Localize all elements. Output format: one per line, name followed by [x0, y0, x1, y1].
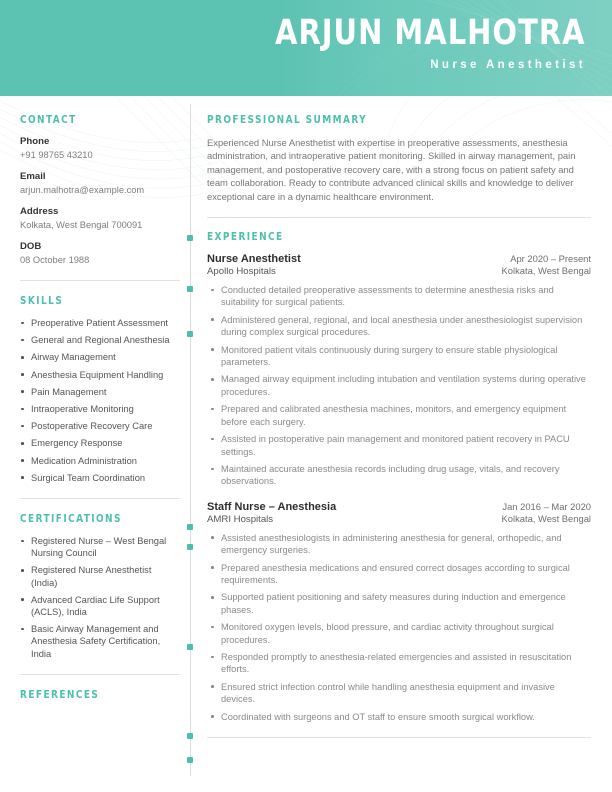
job-company: AMRI Hospitals: [207, 513, 274, 525]
job-bullet-list: [207, 284, 591, 488]
contact-field: [20, 206, 180, 231]
list-item: Pain Management: [20, 386, 180, 398]
section-heading-skills: SKILLS: [20, 295, 64, 307]
experience-title-row: [207, 253, 591, 265]
divider-marker: [187, 733, 193, 739]
contact-label-dob: DOB: [20, 241, 42, 252]
section-heading-references: REFERENCES: [20, 688, 100, 701]
list-item: Coordinated with surgeons and OT staff to ensure smooth surgical workflow.: [207, 711, 591, 723]
main-divider: [207, 737, 591, 738]
divider-marker: [187, 524, 193, 530]
list-item: Maintained accurate anesthesia records including drug usage, vitals, and recovery observations.: [207, 463, 591, 488]
list-item: Assisted in postoperative pain management and monitored patient recovery in PACU settings.: [207, 433, 591, 458]
divider-marker: [187, 286, 193, 292]
list-item: Prepared anesthesia medications and ensured correct dosages according to surgical requirements.: [207, 562, 591, 587]
contact-field: [20, 136, 180, 161]
header-text-block: [248, 14, 586, 71]
job-title: Staff Nurse – Anesthesia: [207, 500, 337, 513]
list-item: Monitored patient vitals continuously during surgery to ensure stable physiological parameters.: [207, 344, 591, 369]
list-item: Prepared and calibrated anesthesia machines, monitors, and emergency equipment before each surgery.: [207, 403, 591, 428]
list-item: General and Regional Anesthesia: [20, 334, 180, 346]
job-company: Apollo Hospitals: [207, 266, 276, 278]
list-item: Medication Administration: [20, 455, 180, 467]
list-item: Managed airway equipment including intubation and ventilation systems during operative procedures.: [207, 373, 591, 398]
list-item: Responded promptly to anesthesia-related emergencies and assisted in resuscitation efforts.: [207, 651, 591, 676]
list-item: Postoperative Recovery Care: [20, 420, 180, 432]
contact-field: [20, 171, 180, 196]
section-heading-contact: CONTACT: [20, 114, 77, 126]
list-item: Intraoperative Monitoring: [20, 403, 180, 415]
list-item: Registered Nurse – West Bengal Nursing Council: [20, 535, 180, 559]
list-item: Ensured strict infection control while handling anesthesia equipment and invasive devices.: [207, 681, 591, 706]
list-item: Administered general, regional, and local anesthesia under anesthesiologist supervision during complex surgical procedures.: [207, 314, 591, 339]
contact-value-dob: 08 October 1988: [20, 255, 90, 265]
contact-label-address: Address: [20, 206, 59, 217]
contact-value-address: Kolkata, West Bengal 700091: [20, 220, 143, 230]
experience-title-row: [207, 501, 591, 513]
main-column: [207, 114, 591, 751]
divider-marker: [187, 757, 193, 763]
experience-company-row: [207, 513, 591, 525]
contact-field: [20, 241, 180, 266]
sidebar-divider: [20, 674, 180, 675]
divider-marker: [187, 644, 193, 650]
section-heading-certifications: CERTIFICATIONS: [20, 513, 122, 526]
divider-marker: [187, 544, 193, 550]
resume-header: [0, 0, 612, 96]
sidebar: [20, 114, 180, 711]
summary-text: Experienced Nurse Anesthetist with expertise in preoperative assessments, anesthesia administration, and intraoperative patient monitoring. Skilled in airway management, pain management, and postoperative recovery care, with a strong focus on patient safety and team collaboration. Ready to contribute advanced clinical skills and knowledge to deliver exceptional care in a dynamic healthcare environment.: [207, 137, 576, 202]
list-item: Anesthesia Equipment Handling: [20, 369, 180, 381]
skills-list: [20, 317, 180, 484]
contact-label-email: Email: [20, 171, 46, 182]
job-date: Jan 2016 – Mar 2020: [502, 500, 591, 512]
contact-value-email[interactable]: arjun.malhotra@example.com: [20, 185, 145, 195]
certifications-list: [20, 535, 180, 660]
main-divider: [207, 217, 591, 218]
divider-marker: [187, 331, 193, 337]
section-heading-summary: PROFESSIONAL SUMMARY: [207, 114, 368, 126]
job-location: Kolkata, West Bengal: [501, 512, 591, 524]
list-item: Preoperative Patient Assessment: [20, 317, 180, 329]
list-item: Conducted detailed preoperative assessments to determine anesthesia risks and suitability for surgical patients.: [207, 284, 591, 309]
sidebar-divider: [20, 280, 180, 281]
job-title: Nurse Anesthetist: [207, 253, 301, 266]
experience-entry: [207, 253, 591, 488]
list-item: Monitored oxygen levels, blood pressure, and cardiac activity throughout surgical procedures.: [207, 621, 591, 646]
experience-entry: [207, 501, 591, 723]
list-item: Registered Nurse Anesthetist (India): [20, 564, 180, 588]
list-item: Surgical Team Coordination: [20, 472, 180, 484]
resume-body: [0, 96, 612, 792]
list-item: Basic Airway Management and Anesthesia Safety Certification, India: [20, 623, 180, 660]
candidate-name: ARJUN MALHOTRA: [275, 13, 586, 53]
list-item: Advanced Cardiac Life Support (ACLS), India: [20, 594, 180, 618]
column-divider: [190, 104, 191, 776]
job-location: Kolkata, West Bengal: [501, 265, 591, 277]
divider-marker: [187, 235, 193, 241]
sidebar-divider: [20, 498, 180, 499]
list-item: Airway Management: [20, 351, 180, 363]
list-item: Assisted anesthesiologists in administering anesthesia for general, orthopedic, and emergency surgeries.: [207, 532, 591, 557]
candidate-role: Nurse Anesthetist: [430, 59, 586, 71]
list-item: Supported patient positioning and safety measures during induction and emergence phases.: [207, 591, 591, 616]
job-date: Apr 2020 – Present: [510, 253, 591, 265]
experience-company-row: [207, 265, 591, 277]
section-heading-experience: EXPERIENCE: [207, 231, 284, 244]
contact-label-phone: Phone: [20, 136, 50, 147]
contact-value-phone[interactable]: +91 98765 43210: [20, 150, 93, 160]
list-item: Emergency Response: [20, 437, 180, 449]
job-bullet-list: [207, 532, 591, 723]
